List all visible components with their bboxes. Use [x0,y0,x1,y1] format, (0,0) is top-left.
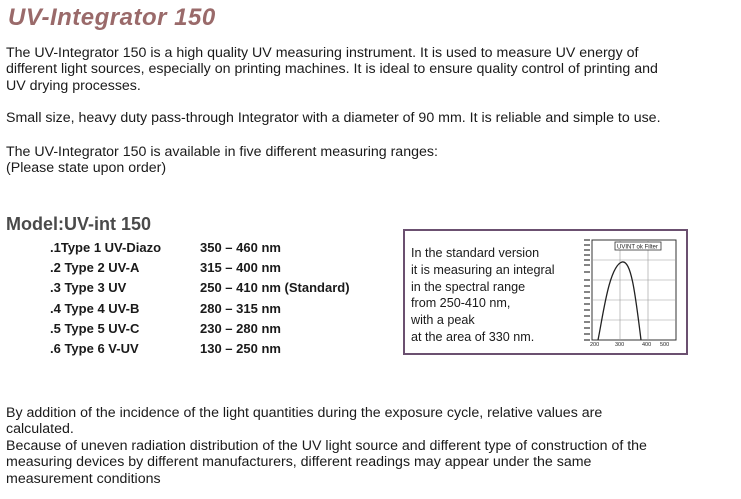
type-name: .2 Type 2 UV-A [50,260,140,276]
intro-paragraph: The UV-Integrator 150 is a high quality UV measuring instrument. It is used to measure UV energy of different light sources, especially on printing machines. It is ideal to ensure quality control of printing and UV drying processes. [6,45,658,94]
type-range: 350 – 460 nm [200,240,281,255]
type-row [50,299,350,319]
page-title: UV-Integrator 150 [8,4,216,31]
type-range: 280 – 315 nm [200,300,281,316]
type-name: .5 Type 5 UV-C [50,320,140,336]
x-tick-label: 400 [642,342,652,348]
type-name: .6 Type 6 V-UV [50,340,139,356]
type-range: 130 – 250 nm [200,340,281,356]
type-range: 315 – 400 nm [200,260,281,276]
measurement-notes-paragraph: By addition of the incidence of the light quantities during the exposure cycle, relative values are calculated. Because of uneven radiation distribution of the UV light source and different type of construction of the measuring devices by different manufacturers, different readings may appear under the same measurement conditions [6,405,647,487]
model-heading: Model:UV-int 150 [6,214,152,234]
type-row [50,278,350,298]
type-row [50,319,350,339]
type-range: 250 – 410 nm (Standard) [200,280,350,296]
x-tick-label: 200 [590,342,600,348]
type-row [50,238,350,258]
spectral-response-graph-image [575,236,680,348]
graph-label: UVINT ok Filter [617,244,658,251]
type-list [50,238,350,359]
standard-version-infobox [403,229,688,355]
type-name: .3 Type 3 UV [50,280,127,296]
infobox-text: In the standard version it is measuring an integral in the spectral range from 250-410 nm, with a peak at the area of 330 nm. [411,246,555,344]
type-range: 230 – 280 nm [200,320,281,336]
type-row [50,339,350,359]
size-paragraph: Small size, heavy duty pass-through Integrator with a diameter of 90 mm. It is reliable and simple to use. [6,110,661,126]
type-name: .4 Type 4 UV-B [50,300,140,316]
x-tick-label: 300 [615,342,625,348]
x-tick-label: 500 [660,342,670,348]
type-name: .1Type 1 UV-Diazo [50,240,162,255]
type-row [50,258,350,278]
ranges-paragraph: The UV-Integrator 150 is available in five different measuring ranges: (Please state upon order) [6,144,438,177]
